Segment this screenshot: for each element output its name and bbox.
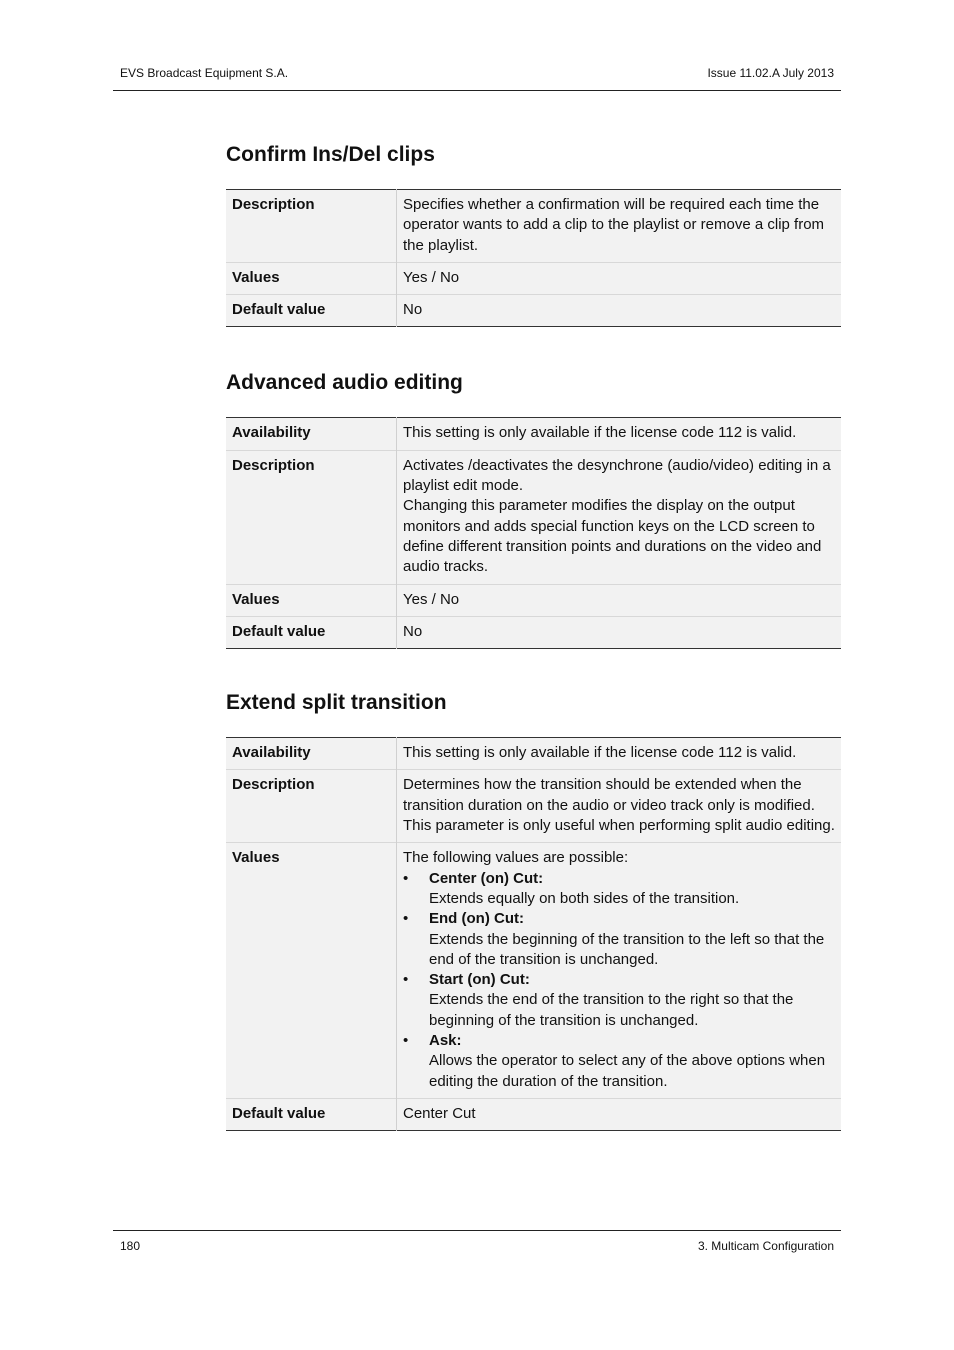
table-row [226,450,841,584]
header-issue: Issue 11.02.A July 2013 [707,66,834,80]
values-intro: The following values are possible: [403,849,629,867]
list-item [403,970,835,1031]
row-value: Specifies whether a confirmation will be required each time the operator wants to add a clip to the playlist or remove a clip from the playlist. [397,190,842,263]
description-line: Changing this parameter modifies the display on the output monitors and adds special function keys on the LCD screen to define different transition points and durations on the video and audio tracks. [403,497,822,576]
option-description: Extends the end of the transition to the right so that the beginning of the transition is unchanged. [429,991,794,1029]
section-title: Confirm Ins/Del clips [226,143,435,166]
option-description: Extends equally on both sides of the transition. [429,889,740,907]
table-row [226,738,841,770]
section-extend-split-transition [226,689,841,1131]
row-value [397,450,842,584]
option-name: End (on) Cut: [429,910,524,928]
row-label: Availability [226,418,397,450]
table-row [226,1098,841,1130]
table-row [226,843,841,1099]
table-row [226,295,841,327]
page-number: 180 [120,1239,141,1253]
section-confirm-ins-del-clips [226,141,841,327]
chapter-title: 3. Multicam Configuration [697,1239,834,1253]
row-value: Determines how the transition should be extended when the transition duration on the audio or video track only is modified. This parameter is only useful when performing split audio editing. [397,770,842,843]
table-row [226,418,841,450]
row-label: Description [226,770,397,843]
table-row [226,262,841,294]
table-row [226,770,841,843]
row-value: This setting is only available if the license code 112 is valid. [397,738,842,770]
row-label: Values [226,843,397,1099]
list-item [403,869,835,910]
option-description: Allows the operator to select any of the above options when editing the duration of the transition. [429,1052,826,1090]
list-item [403,909,835,970]
row-label: Values [226,262,397,294]
row-label: Description [226,190,397,263]
section-advanced-audio-editing [226,369,841,649]
page-content [226,141,841,1131]
option-name: Center (on) Cut: [429,869,544,887]
page-header [113,64,841,91]
row-label: Availability [226,738,397,770]
option-name: Ask: [429,1032,462,1050]
option-description: Extends the beginning of the transition to the left so that the end of the transition is unchanged. [429,930,825,968]
list-item [403,1031,835,1092]
values-list [403,869,835,1092]
row-value [397,843,842,1099]
parameter-table [226,189,841,327]
row-value: No [397,616,842,648]
row-value: Yes / No [397,262,842,294]
row-label: Default value [226,1098,397,1130]
option-name: Start (on) Cut: [429,971,530,989]
row-label: Default value [226,295,397,327]
description-line: Activates /deactivates the desynchrone (audio/video) editing in a playlist edit mode. [403,456,831,495]
row-value: This setting is only available if the license code 112 is valid. [397,418,842,450]
row-label: Default value [226,616,397,648]
parameter-table [226,417,841,649]
row-value: Center Cut [397,1098,842,1130]
bullet: • [403,1032,409,1050]
row-label: Values [226,584,397,616]
bullet: • [403,869,409,887]
parameter-table [226,737,841,1131]
page-footer [113,1230,841,1253]
row-value: Yes / No [397,584,842,616]
row-value: No [397,295,842,327]
section-title: Extend split transition [226,691,447,715]
section-title: Advanced audio editing [226,371,463,395]
row-label: Description [226,450,397,584]
table-row [226,584,841,616]
table-row [226,190,841,263]
bullet: • [403,971,409,989]
header-company: EVS Broadcast Equipment S.A. [120,66,289,80]
table-row [226,616,841,648]
bullet: • [403,910,409,928]
